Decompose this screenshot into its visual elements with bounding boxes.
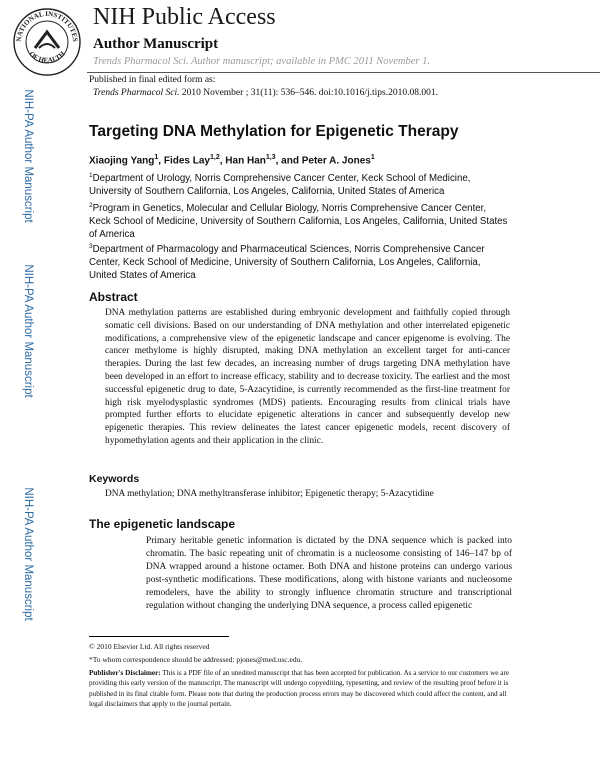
body-paragraph: Primary heritable genetic information is dictated by the DNA sequence which is packed into chromatin. The basic repeating unit of chromatin is a nucleosome consisting of 146–147 bp of DNA wrapped around a histone octamer. Both DNA and histone proteins can undergo various post-synthetic modifications. These modifications, along with histone variants and nucleosome remodelers, have the ability to strongly influence chromatin structure and transcriptional regulation without changing the underlying DNA sequence, a process called epigenetic <box>146 536 512 611</box>
svg-text:OF HEALTH <box>28 50 67 65</box>
header-subtitle: Author Manuscript <box>93 36 219 52</box>
citation-details: 2010 November ; 31(11): 536–546. doi:10.1016/j.tips.2010.08.001. <box>179 88 438 98</box>
author-name: Peter A. Jones <box>301 155 371 167</box>
footnote-divider <box>89 636 229 637</box>
disclaimer-text: This is a PDF file of an unedited manuscript that has been accepted for publication. As a service to our customers we are providing this early version of the manuscript. The manuscript will undergo copyediting, typesetting, and review of the resulting proof before it is published in its final citable form. Please note that during the production process errors may be discovered which could affect the content, and all legal disclaimers that apply to the journal pertain. <box>89 669 510 708</box>
header-title: NIH Public Access <box>93 4 276 30</box>
section-heading: The epigenetic landscape <box>89 517 236 531</box>
author-sup: 1,3 <box>265 154 276 161</box>
affiliation <box>89 169 509 198</box>
correspondence-note: *To whom correspondence should be addressed: pjones@med.usc.edu. <box>89 655 303 664</box>
header-divider <box>87 72 600 73</box>
author-sup: 1 <box>370 154 375 161</box>
affiliation-sup: 1 <box>89 172 93 179</box>
citation-journal: Trends Pharmacol Sci. <box>93 88 180 98</box>
affiliation-sup: 2 <box>89 202 93 209</box>
disclaimer-label: Publisher's Disclaimer: <box>89 669 161 677</box>
side-label-bottom: NIH-PA Author Manuscript <box>22 487 34 621</box>
seal-text-bottom: OF HEALTH <box>27 49 67 65</box>
published-label: Published in final edited form as: <box>89 75 216 85</box>
author-sup: 1 <box>154 154 159 161</box>
side-label-middle: NIH-PA Author Manuscript <box>22 264 34 398</box>
keywords-text: DNA methylation; DNA methyltransferase inhibitor; Epigenetic therapy; 5-Azacytidine <box>105 489 434 499</box>
publisher-disclaimer <box>89 668 517 709</box>
abstract-text: DNA methylation patterns are established during embryonic development and faithfully copied through somatic cell divisions. Based on our understanding of DNA methylation and other interrelated epigenetic modifications, a comprehensive view of the epigenetic landscape and cancer epigenome is evolving. The cancer methylome is highly disrupted, making DNA methylation an excellent target for anti-cancer therapies. During the last few decades, an increasing number of drugs targeting DNA methylation have been developed in an effort to increase efficacy, stability and to decrease toxicity. The earliest and the most successful epigenetic drug to date, 5-Azacytidine, is currently recommended as the first-line treatment for high risk myelodysplastic syndromes (MDS) patients. Encouraging results from clinical trials have prompted further efforts to elucidate epigenetic alterations in cancer and subsequently develop new epigenetic therapies. This review delineates the latest cancer epigenetic models, recent discovery of hypomethylation agents and their application in the clinic. <box>105 308 510 446</box>
copyright-note: © 2010 Elsevier Ltd. All rights reserved <box>89 642 210 651</box>
affiliation <box>89 240 509 282</box>
affiliation-sup: 3 <box>89 243 93 250</box>
author-name: Han Han <box>225 155 266 167</box>
side-label-top: NIH-PA Author Manuscript <box>22 89 34 223</box>
affiliation-text: Department of Pharmacology and Pharmaceutical Sciences, Norris Comprehensive Cancer Center, Keck School of Medicine, University of Southern California, Los Angeles, California, United States of America <box>89 244 485 282</box>
citation-line <box>93 88 438 98</box>
affiliation <box>89 199 509 241</box>
affiliation-text: Program in Genetics, Molecular and Cellular Biology, Norris Comprehensive Cancer Center, Keck School of Medicine, University of Southern California, Los Angeles, California, United States of America <box>89 203 508 241</box>
author-sup: 1,2 <box>210 154 220 161</box>
affiliation-text: Department of Urology, Norris Comprehensive Cancer Center, Keck School of Medicine, University of Southern California, Los Angeles, California, United States of America <box>89 173 471 198</box>
abstract-heading: Abstract <box>89 290 138 304</box>
seal-text-top: NATIONAL INSTITUTES <box>14 9 80 43</box>
svg-text:NATIONAL INSTITUTES <box>15 10 79 42</box>
author-name: Xiaojing Yang <box>89 155 155 167</box>
header-journal-line: Trends Pharmacol Sci. Author manuscript; available in PMC 2011 November 1. <box>93 56 430 67</box>
keywords-heading: Keywords <box>89 473 140 485</box>
author-name: Fides Lay <box>163 155 210 167</box>
article-title: Targeting DNA Methylation for Epigenetic Therapy <box>89 123 459 140</box>
author-list: Xiaojing Yang$^1$, Fides Lay$^{1,2}$, Han Han$^{1,3}$, and Peter A. Jones$^1$ <box>89 154 375 167</box>
nih-seal-logo <box>9 4 85 76</box>
